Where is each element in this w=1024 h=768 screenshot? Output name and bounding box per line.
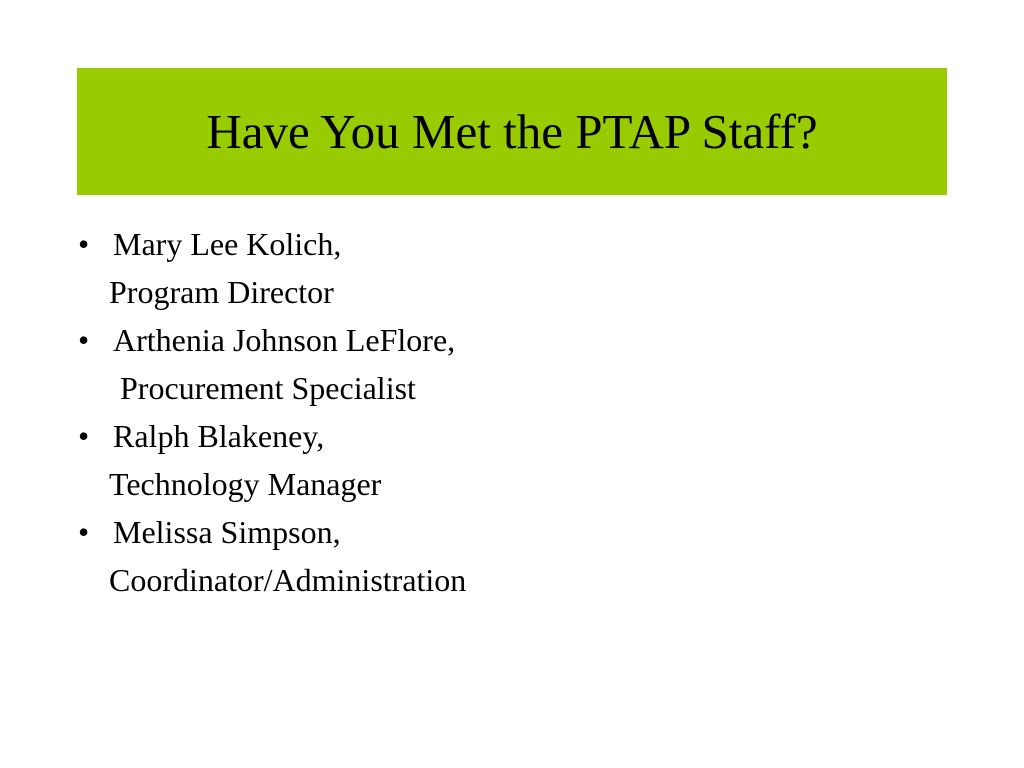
staff-list — [78, 220, 958, 604]
staff-role: Technology Manager — [109, 466, 382, 502]
bullet-icon: • — [78, 514, 90, 550]
staff-name: Melissa Simpson, — [113, 514, 341, 550]
bullet-icon: • — [78, 322, 90, 358]
staff-item-melissa-simpson — [78, 508, 958, 604]
staff-role: Program Director — [109, 274, 334, 310]
staff-name-line — [78, 220, 958, 268]
slide-title: Have You Met the PTAP Staff? — [206, 104, 818, 159]
staff-name: Mary Lee Kolich, — [113, 226, 342, 262]
staff-role: Procurement Specialist — [120, 370, 416, 406]
bullet-icon: • — [78, 418, 90, 454]
staff-name-line — [78, 412, 958, 460]
staff-name: Ralph Blakeney, — [113, 418, 325, 454]
bullet-icon: • — [78, 226, 90, 262]
staff-name: Arthenia Johnson LeFlore, — [113, 322, 456, 358]
staff-role: Coordinator/Administration — [109, 562, 467, 598]
title-banner — [77, 68, 947, 195]
staff-name-line — [78, 316, 958, 364]
staff-item-ralph-blakeney — [78, 412, 958, 508]
staff-item-mary-lee-kolich — [78, 220, 958, 316]
staff-item-arthenia-johnson-leflore — [78, 316, 958, 412]
staff-name-line — [78, 508, 958, 556]
